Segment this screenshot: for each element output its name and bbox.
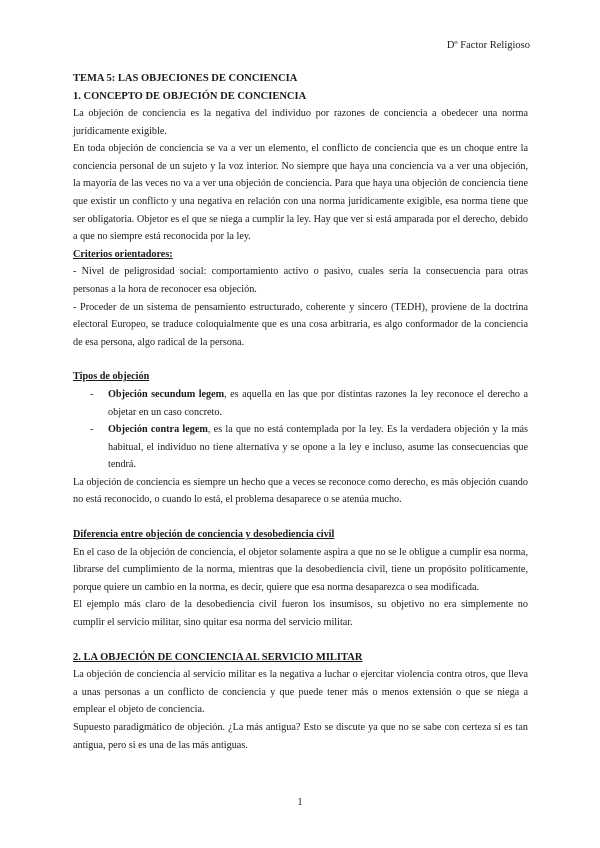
paragraph: La objeción de conciencia es siempre un hecho que a veces se reconoce como derecho, es más objeción cuando no está reconocido, o cuando lo está, el problema desaparece o se atenúa mucho. (73, 476, 528, 506)
paragraph: En el caso de la objeción de conciencia, el objetor solamente aspira a que no se le obligue a cumplir esa norma, librarse del cumplimiento de la norma, mientras que la desobediencia civil, tiene un propósito políticamente, porque quiere un cambio en la norma, es decir, quiere que esa norma desaparezca o sea modificada. (73, 546, 528, 593)
paragraph: La objeción de conciencia es la negativa del individuo por razones de conciencia a obedecer una norma jurídicamente exigible. (73, 108, 528, 137)
list-item-term: Objeción contra legem (108, 424, 208, 436)
paragraph: El ejemplo más claro de la desobediencia civil fueron los insumisos, su objetivo no era simplemente no cumplir el servicio militar, sino quitar esa norma del servicio militar. (73, 599, 528, 629)
tipos-heading: Tipos de objeción (73, 371, 150, 383)
criterio-item: - Proceder de un sistema de pensamiento estructurado, coherente y sincero (TEDH), proviene de la doctrina electoral Europeo, se traduce coloquialmente que es una cosa arbitraria, es algo conformador de la conciencia de esa persona, algo radical de la persona. (73, 301, 528, 348)
criterios-heading: Criterios orientadores: (73, 248, 173, 260)
paragraph: En toda objeción de conciencia se va a ver un elemento, el conflicto de conciencia que es un choque entre la conciencia personal de un sujeto y la voz interior. No siempre que haya una conciencia va a ver una objeción, la mayoría de las veces no va a ver una objeción de conciencia. Para que haya una objeción de conciencia tiene que existir un conflicto y una negativa en relación con una norma jurídicamente exigible, esa norma tiene que ser obligatoria. Objetor es el que se niega a cumplir la ley. Hay que ver si está amparada por el derecho, debido a que no siempre está reconocida por la ley. (73, 143, 528, 243)
diferencia-heading: Diferencia entre objeción de conciencia y desobediencia civil (73, 529, 335, 541)
list-item (90, 421, 529, 474)
list-item-text: , es aquella en las que por distintas razones la ley reconoce el derecho a objetar en un caso concreto. (108, 388, 528, 418)
list-item-text: , es la que no está contemplada por la ley. Es la verdadera objeción y la más habitual, el individuo no tiene alternativa y se opone a la ley e incluso, asume las consecuencias que tendrá. (108, 424, 529, 471)
page-header: Dº Factor Religioso (446, 40, 530, 51)
list-item-term: Objeción secundum legem (108, 388, 225, 400)
dash-bullet: - (90, 424, 94, 436)
section-2-title: 2. LA OBJECIÓN DE CONCIENCIA AL SERVICIO MILITAR (73, 651, 363, 663)
paragraph: La objeción de conciencia al servicio militar es la negativa a luchar o ejercitar violencia contra otros, que lleva a unas personas a un conflicto de conciencia y que puede tener más o menos extensión o que se niega a emplear el objeto de conciencia. (73, 669, 528, 716)
criterio-item: - Nivel de peligrosidad social: comportamiento activo o pasivo, cuales sería la consecuencia para otras personas a la hora de reconocer esa objeción. (73, 266, 528, 295)
section-1-title: 1. CONCEPTO DE OBJECIÓN DE CONCIENCIA (73, 90, 307, 102)
page-number: 1 (297, 797, 303, 808)
dash-bullet: - (90, 388, 94, 400)
tema-title: TEMA 5: LAS OBJECIONES DE CONCIENCIA (73, 73, 298, 84)
list-item (90, 386, 528, 421)
tipos-list (73, 386, 528, 474)
document-body (73, 70, 528, 754)
paragraph: Supuesto paradigmático de objeción. ¿La más antigua? Esto se discute ya que no se sabe con certeza si es tan antigua, pero si es una de las más antiguas. (73, 722, 528, 751)
